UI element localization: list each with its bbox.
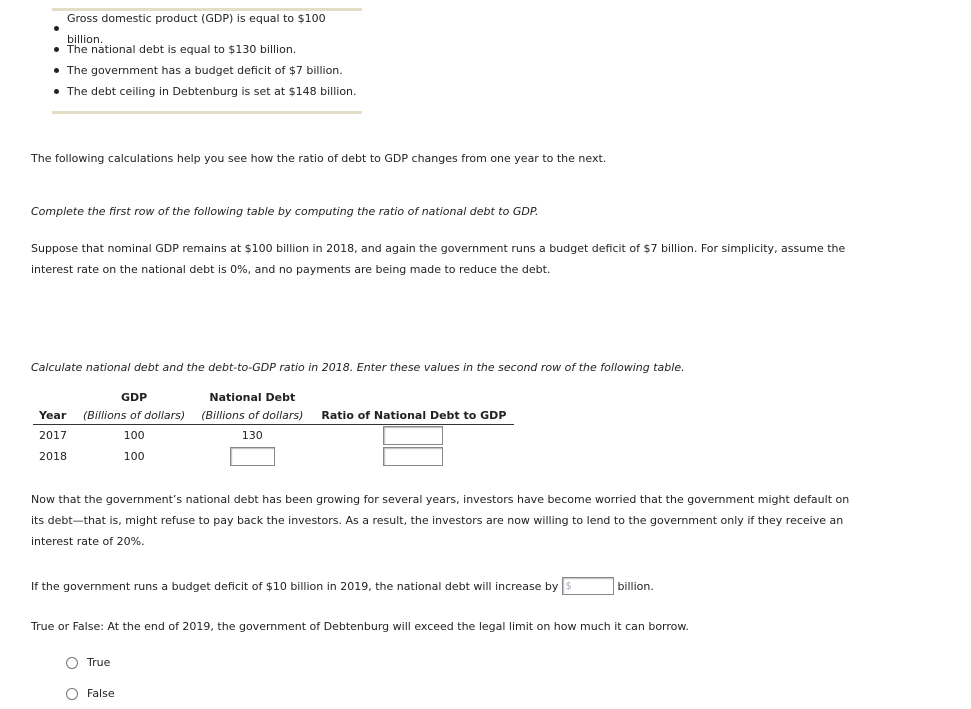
year-cell: 2017: [39, 429, 67, 442]
option-false[interactable]: False: [66, 687, 115, 700]
ratio-2017-input[interactable]: [383, 426, 443, 445]
year-cell: 2018: [39, 450, 67, 463]
fact-item: Gross domestic product (GDP) is equal to $100 billion.: [52, 18, 362, 39]
facts-bottom-rule: [52, 111, 362, 114]
instruction-second-row: Calculate national debt and the debt-to-GDP ratio in 2018. Enter these values in the second row of the following table.: [31, 361, 685, 374]
bullet-icon: [54, 68, 59, 73]
table-row: [33, 446, 514, 467]
debt-cell: 130: [241, 429, 263, 442]
facts-box: [52, 8, 362, 114]
fact-item: The government has a budget deficit of $7 billion.: [52, 60, 362, 81]
option-true[interactable]: True: [66, 656, 110, 669]
gdp-header: GDP: [120, 390, 148, 404]
radio-button[interactable]: [66, 657, 78, 669]
debt-cell: [193, 446, 311, 467]
fact-item: The debt ceiling in Debtenburg is set at $148 billion.: [52, 81, 362, 102]
bullet-icon: [54, 47, 59, 52]
year-header: Year: [33, 406, 75, 425]
debt-increase-input[interactable]: $: [562, 577, 614, 595]
fact-item: The national debt is equal to $130 billion.: [52, 39, 362, 60]
bullet-icon: [54, 26, 59, 31]
true-false-question: True or False: At the end of 2019, the government of Debtenburg will exceed the legal limit on how much it can borrow.: [31, 620, 689, 633]
gdp-unit: (Billions of dollars): [75, 406, 193, 425]
ratio-cell: [311, 425, 514, 447]
facts-list: [52, 11, 362, 111]
bullet-icon: [54, 89, 59, 94]
deficit-question: If the government runs a budget deficit of $10 billion in 2019, the national debt will increase by $ billion.: [31, 577, 654, 595]
ratio-header: Ratio of National Debt to GDP: [311, 406, 514, 425]
scenario-text: Suppose that nominal GDP remains at $100 billion in 2018, and again the government runs a budget deficit of $7 billion. For simplicity, assume the interest rate on the national debt is 0%, and no payments are being made to reduce the debt.: [31, 242, 846, 276]
debt-table: [33, 388, 514, 467]
debt-header: National Debt: [209, 390, 296, 404]
ratio-cell: [311, 446, 514, 467]
radio-button[interactable]: [66, 688, 78, 700]
debt-unit: (Billions of dollars): [193, 406, 311, 425]
instruction-first-row: Complete the first row of the following table by computing the ratio of national debt to GDP.: [31, 205, 539, 218]
intro-text: The following calculations help you see how the ratio of debt to GDP changes from one year to the next.: [31, 152, 607, 165]
ratio-2018-input[interactable]: [383, 447, 443, 466]
investor-worry-text: Now that the government’s national debt has been growing for several years, investors have become worried that the government might default on its debt—that is, might refuse to pay back the investors. As a result, the investors are now willing to lend to the government only if they receive an interest rate of 20%.: [31, 493, 850, 548]
gdp-cell: 100: [123, 429, 145, 442]
table-row: [33, 425, 514, 447]
debt-2018-input[interactable]: [230, 447, 275, 466]
gdp-cell: 100: [123, 450, 145, 463]
